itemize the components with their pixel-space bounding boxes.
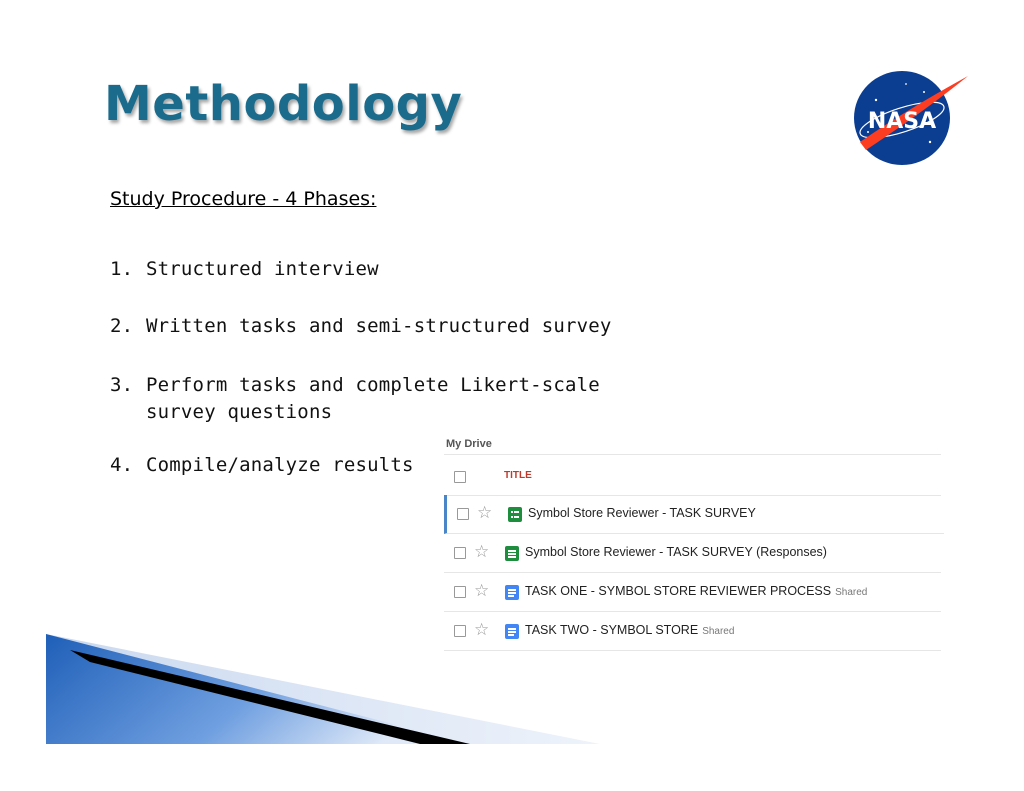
row-checkbox[interactable]: [454, 547, 466, 559]
star-icon[interactable]: ☆: [474, 542, 490, 561]
phase-number: 3.: [110, 374, 134, 396]
phase-item-3: [110, 372, 600, 426]
drive-list-header: [444, 454, 941, 496]
phase-number: 1.: [110, 258, 134, 280]
phase-number: 4.: [110, 454, 134, 476]
phase-text: Written tasks and semi-structured survey: [146, 315, 612, 337]
docs-icon: [505, 585, 519, 600]
row-checkbox[interactable]: [457, 508, 469, 520]
phase-number: 2.: [110, 315, 134, 337]
file-name-text: TASK ONE - SYMBOL STORE REVIEWER PROCESS: [525, 584, 832, 598]
select-all-checkbox[interactable]: [454, 471, 466, 483]
title-column-header[interactable]: TITLE: [504, 470, 532, 481]
drive-title: My Drive: [446, 438, 492, 450]
phase-item-2: [110, 313, 612, 340]
shared-label: Shared: [702, 626, 735, 637]
star-icon[interactable]: ☆: [474, 620, 490, 639]
star-icon[interactable]: ☆: [477, 503, 493, 522]
forms-icon: [508, 507, 522, 522]
phase-text: Perform tasks and complete Likert-scale: [146, 374, 600, 396]
slide-title: Methodology: [104, 76, 463, 132]
phase-text: Structured interview: [146, 258, 379, 280]
phase-text-continued: survey questions: [146, 401, 333, 423]
study-procedure-heading: Study Procedure - 4 Phases:: [110, 188, 377, 210]
shared-label: Shared: [835, 587, 868, 598]
phase-item-1: [110, 256, 379, 283]
file-name-text: TASK TWO - SYMBOL STORE: [525, 623, 699, 637]
phase-text: Compile/analyze results: [146, 454, 414, 476]
file-name[interactable]: Symbol Store Reviewer - TASK SURVEY: [528, 506, 756, 520]
sheets-icon: [505, 546, 519, 561]
file-name[interactable]: Symbol Store Reviewer - TASK SURVEY (Responses): [525, 545, 827, 559]
file-row[interactable]: [444, 534, 941, 573]
nasa-logo-text: NASA: [867, 109, 937, 134]
file-name[interactable]: [525, 584, 867, 598]
nasa-logo: [846, 70, 970, 170]
row-checkbox[interactable]: [454, 586, 466, 598]
star-icon[interactable]: ☆: [474, 581, 490, 600]
file-row[interactable]: [444, 495, 944, 534]
phase-item-4: [110, 452, 414, 479]
decorative-swoosh: [0, 600, 620, 750]
